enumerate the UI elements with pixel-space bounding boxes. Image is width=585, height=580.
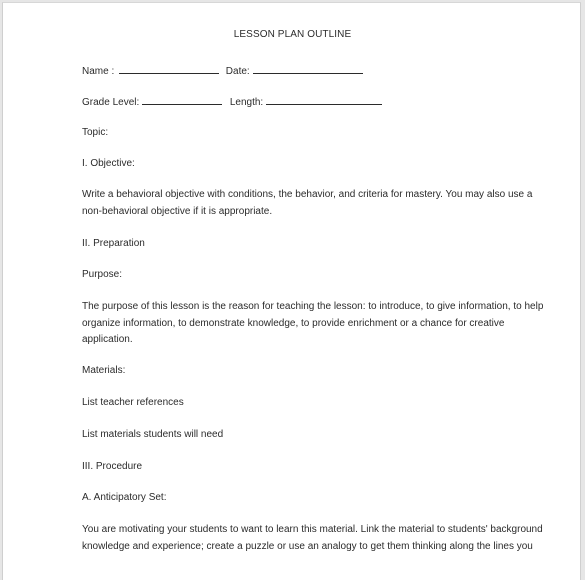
materials-item-student-materials: List materials students will need xyxy=(82,429,224,440)
document-title: LESSON PLAN OUTLINE xyxy=(233,29,352,40)
grade-level-label: Grade Level: xyxy=(82,97,140,108)
purpose-text-line-2: organize information, to demonstrate knowledge, to provide enrichment or a chance for creative xyxy=(82,318,505,329)
materials-item-teacher-references: List teacher references xyxy=(82,397,184,408)
objective-text-line-1: Write a behavioral objective with conditions, the behavior, and criteria for mastery. You may also use a xyxy=(82,189,533,200)
purpose-text-line-3: application. xyxy=(82,334,133,345)
document-page xyxy=(2,2,581,580)
purpose-label: Purpose: xyxy=(82,269,123,280)
preparation-heading: II. Preparation xyxy=(82,238,145,249)
date-label: Date: xyxy=(225,66,250,77)
name-date-row xyxy=(82,64,363,78)
anticipatory-text-line-1: You are motivating your students to want to learn this material. Link the material to students' background xyxy=(82,524,543,535)
anticipatory-set-heading: A. Anticipatory Set: xyxy=(82,492,167,503)
name-label: Name : xyxy=(82,66,115,77)
length-label: Length: xyxy=(229,97,264,108)
grade-level-blank-line xyxy=(142,95,222,105)
topic-label: Topic: xyxy=(82,127,109,138)
materials-label: Materials: xyxy=(82,365,126,376)
objective-heading: I. Objective: xyxy=(82,158,135,169)
objective-text-line-2: non-behavioral objective if it is appropriate. xyxy=(82,206,273,217)
procedure-heading: III. Procedure xyxy=(82,461,143,472)
purpose-text-line-1: The purpose of this lesson is the reason for teaching the lesson: to introduce, to give information, to help xyxy=(82,301,544,312)
anticipatory-text-line-2: knowledge and experience; create a puzzle or use an analogy to get them thinking along the lines you xyxy=(82,541,533,552)
name-blank-line xyxy=(119,64,219,74)
length-blank-line xyxy=(266,95,382,105)
grade-length-row xyxy=(82,95,382,109)
date-blank-line xyxy=(253,64,363,74)
